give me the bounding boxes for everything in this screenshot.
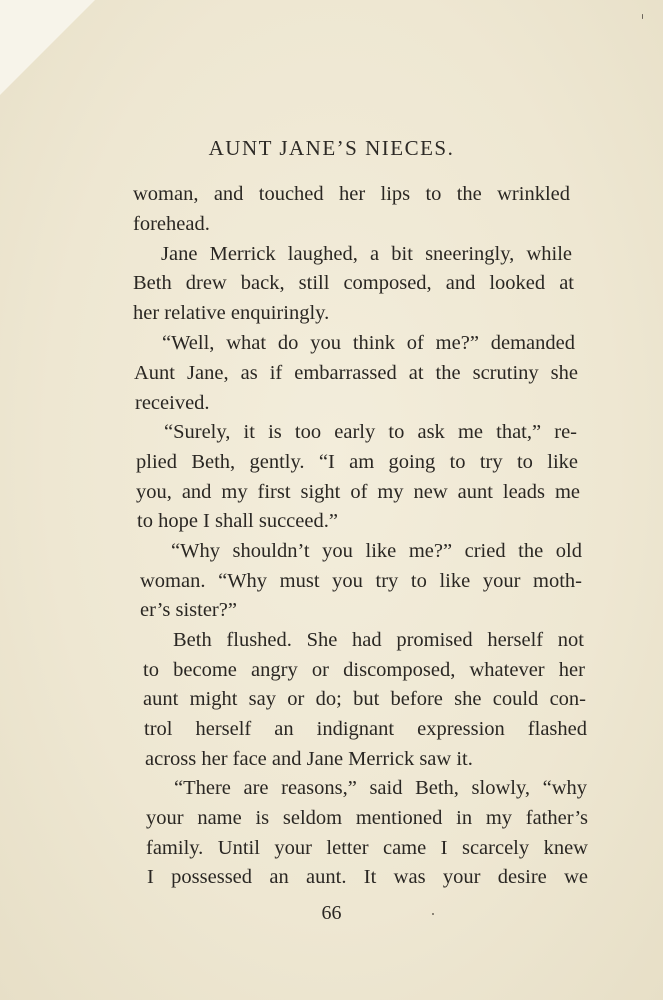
text-line: I possessed an aunt. It was your desire we <box>147 866 588 888</box>
text-line: trol herself an indignant expression flashed <box>144 718 587 740</box>
paper-speck <box>642 14 643 19</box>
paragraph-first-line: Jane Merrick laughed, a bit sneeringly, while <box>161 243 572 265</box>
paragraph-first-line: “Well, what do you think of me?” demanded <box>162 332 575 354</box>
text-line: to hope I shall succeed.” <box>137 510 338 532</box>
text-line: Beth drew back, still composed, and looked at <box>133 272 574 294</box>
text-line: her relative enquiringly. <box>133 302 330 324</box>
text-line: received. <box>135 392 210 414</box>
text-line: aunt might say or do; but before she could con- <box>143 688 586 710</box>
text-line: woman, and touched her lips to the wrinkled <box>133 183 570 205</box>
text-line: your name is seldom mentioned in my father’s <box>146 807 588 829</box>
text-line: forehead. <box>133 213 210 235</box>
text-line: plied Beth, gently. “I am going to try to like <box>136 451 578 473</box>
page-corner-fold <box>0 0 95 95</box>
text-line: you, and my first sight of my new aunt leads me <box>136 481 580 503</box>
paragraph-first-line: Beth flushed. She had promised herself not <box>173 629 584 651</box>
text-line: to become angry or discomposed, whatever her <box>143 659 585 681</box>
text-line: woman. “Why must you try to like your moth- <box>140 570 582 592</box>
text-line: Aunt Jane, as if embarrassed at the scrutiny she <box>134 362 578 384</box>
page-number: 66 <box>321 902 342 924</box>
text-line: er’s sister?” <box>140 599 237 621</box>
running-header: AUNT JANE’S NIECES. <box>208 136 455 160</box>
paragraph-first-line: “Surely, it is too early to ask me that,” re- <box>164 421 577 443</box>
text-line: across her face and Jane Merrick saw it. <box>145 748 473 770</box>
text-line: family. Until your letter came I scarcely knew <box>146 837 588 859</box>
paragraph-first-line: “Why shouldn’t you like me?” cried the old <box>171 540 582 562</box>
paper-speck <box>432 913 434 915</box>
paragraph-first-line: “There are reasons,” said Beth, slowly, “why <box>174 777 587 799</box>
